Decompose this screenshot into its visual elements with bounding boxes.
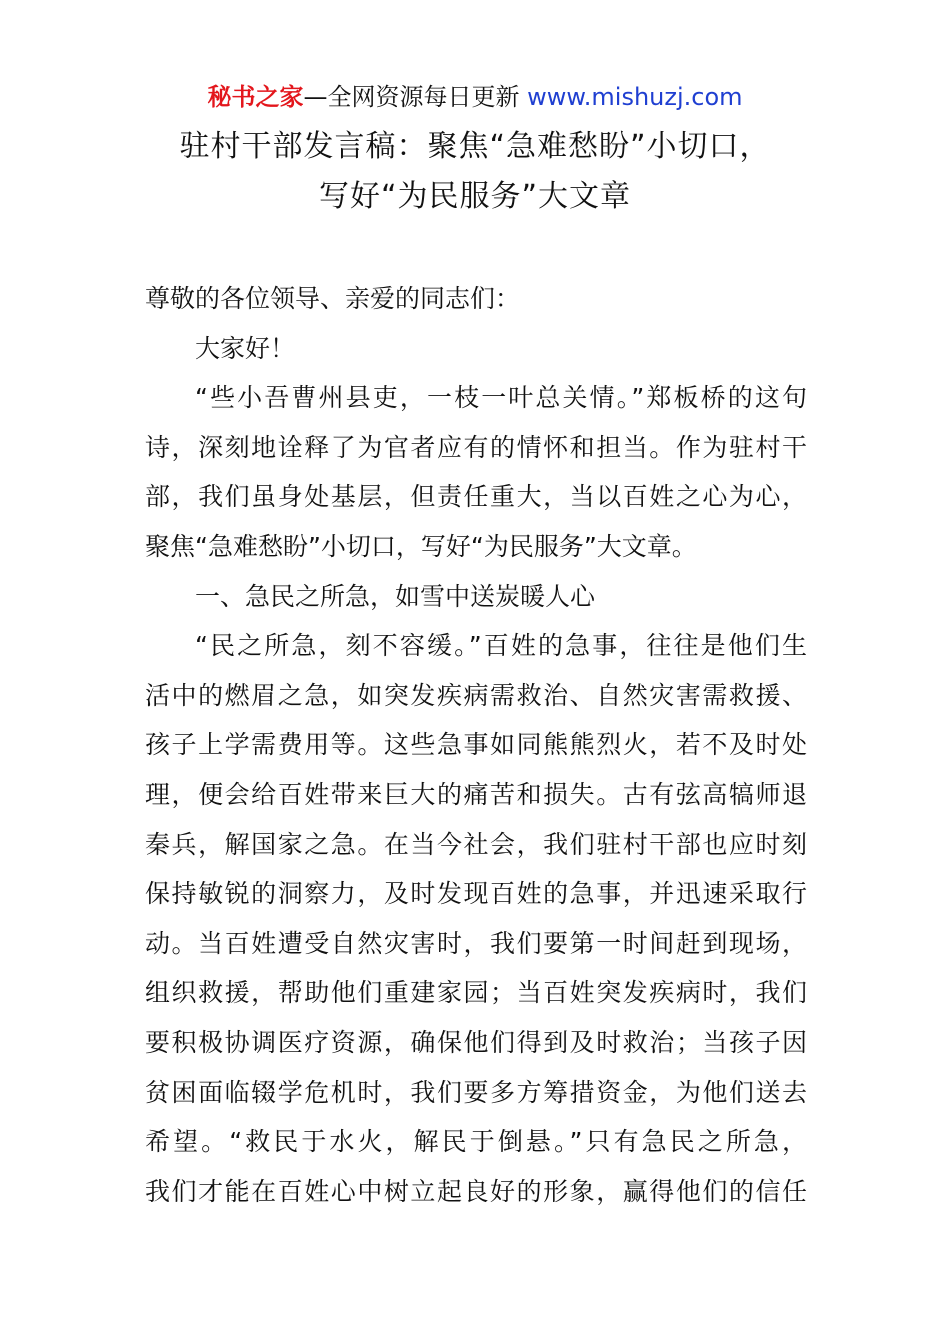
salutation: 尊敬的各位领导、亲爱的同志们： [145, 284, 521, 313]
section-heading: 一、急民之所急，如雪中送炭暖人心 [195, 581, 596, 611]
paragraph-2-line: 秦兵，解国家之急。在当今社会，我们驻村干部也应时刻 [145, 829, 807, 859]
title-line-1: 驻村干部发言稿：聚焦“急难愁盼”小切口， [179, 129, 771, 164]
banner-tagline: —全网资源每日更新 [303, 83, 528, 111]
paragraph-2-line: 理，便会给百姓带来巨大的痛苦和损失。古有弦高犒师退 [145, 779, 807, 809]
paragraph-1-line: 诗，深刻地诠释了为官者应有的情怀和担当。作为驻村干 [145, 432, 807, 462]
paragraph-2-line: 我们才能在百姓心中树立起良好的形象，赢得他们的信任 [145, 1176, 807, 1206]
paragraph-2-line: 组织救援，帮助他们重建家园；当百姓突发疾病时，我们 [145, 978, 807, 1008]
document-title [0, 122, 950, 222]
paragraph-2-line: 动。当百姓遭受自然灾害时，我们要第一时间赶到现场， [145, 928, 807, 958]
brand-name: 秘书之家 [207, 83, 304, 111]
paragraph-2-line: “民之所急，刻不容缓。”百姓的急事，往往是他们生 [195, 631, 807, 661]
paragraph-2-line: 希望。“救民于水火，解民于倒悬。”只有急民之所急， [145, 1127, 807, 1157]
greeting: 大家好！ [195, 333, 296, 363]
paragraph-2-line: 贫困面临辍学危机时，我们要多方筹措资金，为他们送去 [145, 1077, 807, 1107]
site-banner [0, 80, 950, 114]
paragraph-1-line: “些小吾曹州县吏，一枝一叶总关情。”郑板桥的这句 [195, 383, 807, 413]
site-url-link[interactable]: www.mishuzj.com [527, 83, 743, 111]
paragraph-2-line: 要积极协调医疗资源，确保他们得到及时救治；当孩子因 [145, 1027, 807, 1057]
paragraph-2-line: 活中的燃眉之急，如突发疾病需救治、自然灾害需救援、 [145, 680, 807, 710]
paragraph-2-line: 保持敏锐的洞察力，及时发现百姓的急事，并迅速采取行 [145, 879, 807, 909]
title-line-2: 写好“为民服务”大文章 [318, 179, 632, 214]
paragraph-2-line: 孩子上学需费用等。这些急事如同熊熊烈火，若不及时处 [145, 730, 807, 760]
paragraph-1-line: 聚焦“急难愁盼”小切口，写好“为民服务”大文章。 [145, 531, 697, 561]
document-body [145, 274, 807, 1216]
paragraph-1-line: 部，我们虽身处基层，但责任重大，当以百姓之心为心， [145, 482, 807, 512]
